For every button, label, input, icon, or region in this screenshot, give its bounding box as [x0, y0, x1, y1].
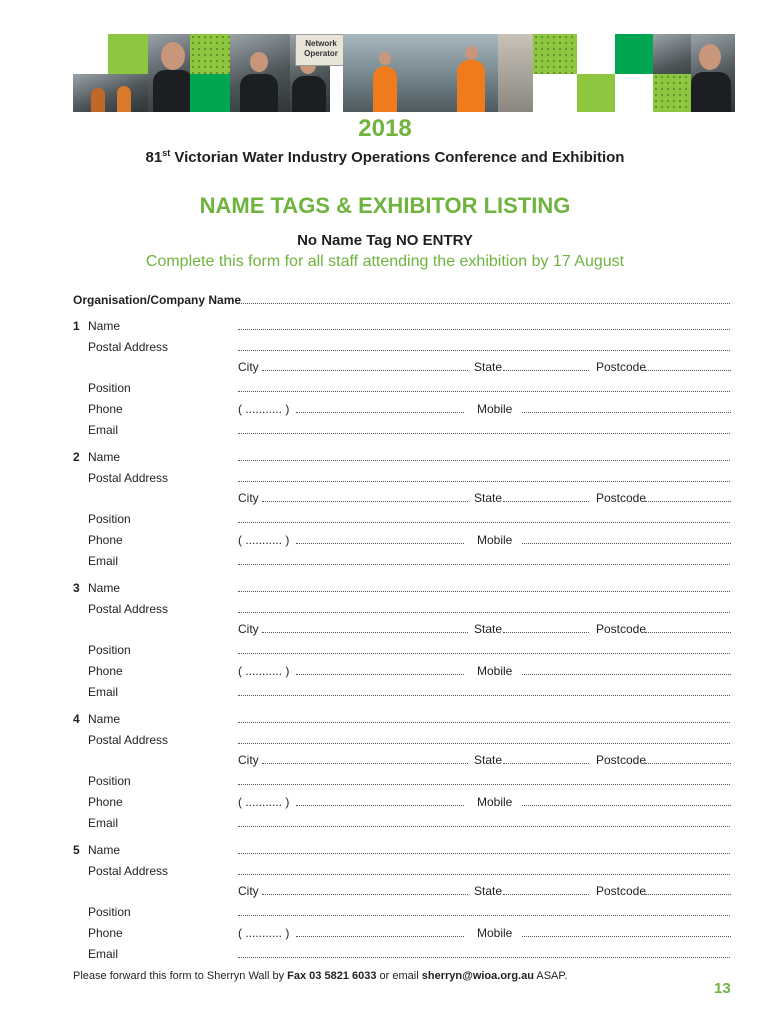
- postal-address-field[interactable]: [238, 339, 730, 351]
- city-field[interactable]: [262, 883, 468, 895]
- mobile-label: Mobile: [477, 533, 513, 547]
- postal-address-label: Postal Address: [88, 733, 169, 747]
- state-field[interactable]: [503, 359, 589, 371]
- form-title: NAME TAGS & EXHIBITOR LISTING: [199, 193, 571, 218]
- city-label: City: [238, 884, 259, 898]
- banner-photo: [498, 34, 533, 112]
- position-row: [0, 511, 770, 527]
- phone-field[interactable]: [296, 794, 464, 806]
- email-field[interactable]: [238, 815, 730, 827]
- postcode-label: Postcode: [596, 622, 647, 636]
- postal-address-label: Postal Address: [88, 864, 169, 878]
- banner-photo: [73, 74, 148, 112]
- mobile-field[interactable]: [522, 663, 731, 675]
- name-label: Name: [88, 450, 121, 464]
- phone-row: [0, 794, 770, 810]
- position-field[interactable]: [238, 904, 730, 916]
- state-label: State: [474, 491, 503, 505]
- header-banner: [73, 34, 735, 112]
- postcode-field[interactable]: [645, 490, 731, 502]
- email-field[interactable]: [238, 422, 730, 434]
- position-label: Position: [88, 643, 131, 657]
- state-label: State: [474, 884, 503, 898]
- banner-photo: [448, 34, 498, 112]
- postal-address-row: [0, 339, 770, 355]
- postal-address-field[interactable]: [238, 863, 730, 875]
- city-label: City: [238, 622, 259, 636]
- phone-area-code[interactable]: ( ........... ): [238, 926, 290, 940]
- phone-area-code[interactable]: ( ........... ): [238, 664, 290, 678]
- instruction-text: Complete this form for all staff attending the exhibition by 17 August: [145, 253, 625, 270]
- name-row: [0, 580, 770, 596]
- mobile-field[interactable]: [522, 794, 731, 806]
- banner-tile: [190, 34, 230, 74]
- phone-area-code[interactable]: ( ........... ): [238, 533, 290, 547]
- city-field[interactable]: [262, 490, 468, 502]
- phone-field[interactable]: [296, 532, 464, 544]
- name-row: [0, 318, 770, 334]
- postal-address-field[interactable]: [238, 601, 730, 613]
- mobile-label: Mobile: [477, 402, 513, 416]
- entry-number: 2: [73, 450, 80, 464]
- phone-row: [0, 663, 770, 679]
- postal-address-label: Postal Address: [88, 602, 169, 616]
- postal-address-field[interactable]: [238, 732, 730, 744]
- phone-label: Phone: [88, 795, 123, 809]
- postal-address-row: [0, 601, 770, 617]
- entry-number: 1: [73, 319, 80, 333]
- phone-area-code[interactable]: ( ........... ): [238, 402, 290, 416]
- email-label: Email: [88, 816, 119, 830]
- city-state-postcode-row: [0, 883, 770, 899]
- position-label: Position: [88, 381, 131, 395]
- mobile-field[interactable]: [522, 532, 731, 544]
- city-field[interactable]: [262, 621, 468, 633]
- banner-photo: [230, 34, 290, 112]
- banner-tile: [533, 34, 577, 74]
- network-operator-sign: Network Operator: [295, 34, 347, 66]
- name-field[interactable]: [238, 711, 730, 723]
- name-row: [0, 711, 770, 727]
- phone-field[interactable]: [296, 925, 464, 937]
- entry-number: 5: [73, 843, 80, 857]
- postcode-field[interactable]: [645, 359, 731, 371]
- organisation-row: [0, 292, 770, 308]
- footer-note: Please forward this form to Sherryn Wall by Fax 03 5821 6033 or email sherryn@wioa.org.au ASAP.: [73, 970, 568, 982]
- state-label: State: [474, 360, 503, 374]
- conference-title: 81st Victorian Water Industry Operations Conference and Exhibition: [145, 148, 625, 166]
- postcode-field[interactable]: [645, 621, 731, 633]
- position-label: Position: [88, 512, 131, 526]
- entry-number: 3: [73, 581, 80, 595]
- postal-address-label: Postal Address: [88, 340, 169, 354]
- postal-address-row: [0, 470, 770, 486]
- state-label: State: [474, 753, 503, 767]
- city-state-postcode-row: [0, 490, 770, 506]
- position-row: [0, 904, 770, 920]
- email-field[interactable]: [238, 684, 730, 696]
- position-row: [0, 773, 770, 789]
- postal-address-field[interactable]: [238, 470, 730, 482]
- city-state-postcode-row: [0, 621, 770, 637]
- banner-photo: [691, 34, 735, 112]
- organisation-label: Organisation/Company Name: [73, 293, 242, 307]
- city-field[interactable]: [262, 752, 468, 764]
- city-label: City: [238, 753, 259, 767]
- banner-tile: [615, 34, 653, 74]
- email-row: [0, 815, 770, 831]
- name-label: Name: [88, 319, 121, 333]
- email-label: Email: [88, 554, 119, 568]
- fax-number: Fax 03 5821 6033: [287, 970, 377, 982]
- mobile-field[interactable]: [522, 925, 731, 937]
- organisation-field[interactable]: [238, 292, 730, 304]
- postal-address-label: Postal Address: [88, 471, 169, 485]
- mobile-field[interactable]: [522, 401, 731, 413]
- postcode-label: Postcode: [596, 491, 647, 505]
- phone-field[interactable]: [296, 663, 464, 675]
- city-label: City: [238, 491, 259, 505]
- position-row: [0, 380, 770, 396]
- banner-photo: [343, 34, 448, 112]
- mobile-label: Mobile: [477, 795, 513, 809]
- banner-tile: [577, 74, 615, 112]
- city-label: City: [238, 360, 259, 374]
- state-field[interactable]: [503, 621, 589, 633]
- name-label: Name: [88, 581, 121, 595]
- state-field[interactable]: [503, 752, 589, 764]
- postcode-field[interactable]: [645, 883, 731, 895]
- city-state-postcode-row: [0, 752, 770, 768]
- name-field[interactable]: [238, 318, 730, 330]
- name-row: [0, 842, 770, 858]
- phone-field[interactable]: [296, 401, 464, 413]
- banner-tile: [653, 74, 691, 112]
- postcode-label: Postcode: [596, 753, 647, 767]
- position-label: Position: [88, 905, 131, 919]
- phone-row: [0, 401, 770, 417]
- name-field[interactable]: [238, 580, 730, 592]
- event-year: 2018: [358, 115, 412, 142]
- state-field[interactable]: [503, 883, 589, 895]
- position-field[interactable]: [238, 773, 730, 785]
- email-row: [0, 684, 770, 700]
- entry-number: 4: [73, 712, 80, 726]
- page-number: 13: [714, 980, 731, 997]
- email-label: Email: [88, 423, 119, 437]
- phone-row: [0, 925, 770, 941]
- phone-label: Phone: [88, 926, 123, 940]
- email-row: [0, 946, 770, 962]
- phone-label: Phone: [88, 533, 123, 547]
- banner-tile: [190, 74, 230, 112]
- email-field[interactable]: [238, 946, 730, 958]
- position-field[interactable]: [238, 642, 730, 654]
- name-field[interactable]: [238, 842, 730, 854]
- position-label: Position: [88, 774, 131, 788]
- phone-label: Phone: [88, 664, 123, 678]
- city-field[interactable]: [262, 359, 468, 371]
- name-row: [0, 449, 770, 465]
- name-field[interactable]: [238, 449, 730, 461]
- name-label: Name: [88, 712, 121, 726]
- postcode-label: Postcode: [596, 884, 647, 898]
- position-row: [0, 642, 770, 658]
- email-row: [0, 422, 770, 438]
- phone-area-code[interactable]: ( ........... ): [238, 795, 290, 809]
- email-label: Email: [88, 947, 119, 961]
- mobile-label: Mobile: [477, 926, 513, 940]
- postal-address-row: [0, 863, 770, 879]
- phone-row: [0, 532, 770, 548]
- postcode-field[interactable]: [645, 752, 731, 764]
- email-field[interactable]: [238, 553, 730, 565]
- mobile-label: Mobile: [477, 664, 513, 678]
- position-field[interactable]: [238, 380, 730, 392]
- name-label: Name: [88, 843, 121, 857]
- state-field[interactable]: [503, 490, 589, 502]
- phone-label: Phone: [88, 402, 123, 416]
- contact-email[interactable]: sherryn@wioa.org.au: [421, 970, 534, 982]
- postal-address-row: [0, 732, 770, 748]
- position-field[interactable]: [238, 511, 730, 523]
- email-row: [0, 553, 770, 569]
- email-label: Email: [88, 685, 119, 699]
- no-entry-notice: No Name Tag NO ENTRY: [297, 232, 473, 249]
- postcode-label: Postcode: [596, 360, 647, 374]
- state-label: State: [474, 622, 503, 636]
- banner-tile: [108, 34, 148, 74]
- city-state-postcode-row: [0, 359, 770, 375]
